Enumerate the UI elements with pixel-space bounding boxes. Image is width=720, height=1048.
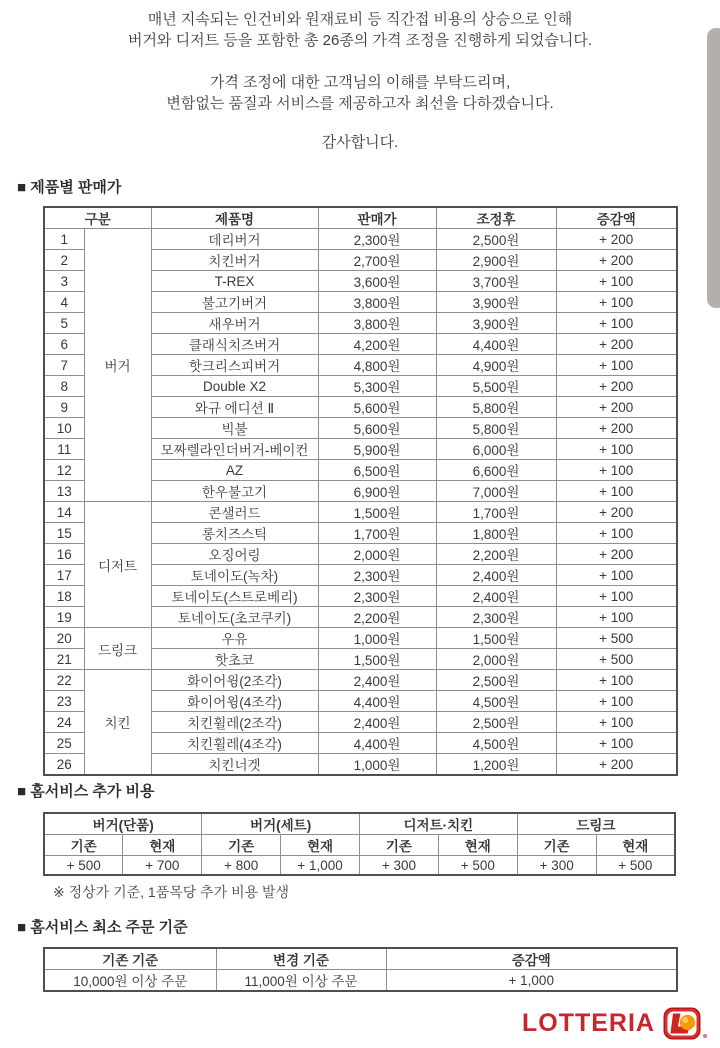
row-no: 5: [44, 313, 84, 334]
col-header-category: 구분: [44, 207, 151, 229]
product-name: AZ: [151, 460, 318, 481]
price-change: + 100: [556, 292, 677, 313]
row-no: 21: [44, 649, 84, 670]
fee-subheader-now: 현재: [123, 835, 202, 856]
price-change: + 200: [556, 418, 677, 439]
product-name: 새우버거: [151, 313, 318, 334]
price-before: 5,900원: [318, 439, 436, 460]
intro-text: [0, 9, 720, 153]
price-change: + 100: [556, 607, 677, 628]
lotteria-emblem-icon: [663, 1007, 701, 1040]
price-change: + 500: [556, 628, 677, 649]
row-no: 4: [44, 292, 84, 313]
min-order-changed: 11,000원 이상 주문: [216, 970, 386, 992]
product-name: 데리버거: [151, 229, 318, 250]
price-after: 2,500원: [436, 229, 556, 250]
price-after: 2,400원: [436, 586, 556, 607]
row-no: 10: [44, 418, 84, 439]
price-before: 2,700원: [318, 250, 436, 271]
row-no: 24: [44, 712, 84, 733]
product-name: 롱치즈스틱: [151, 523, 318, 544]
intro-line: 버거와 디저트 등을 포함한 총 26종의 가격 조정을 진행하게 되었습니다.: [127, 32, 593, 49]
fee-subheader-before: 기존: [44, 835, 123, 856]
price-after: 1,200원: [436, 754, 556, 776]
price-after: 4,500원: [436, 691, 556, 712]
product-name: 핫크리스피버거: [151, 355, 318, 376]
fee-subheader-row: [44, 835, 675, 856]
price-before: 1,500원: [318, 502, 436, 523]
row-no: 22: [44, 670, 84, 691]
price-after: 2,900원: [436, 250, 556, 271]
price-before: 2,000원: [318, 544, 436, 565]
product-name: 치킨휠레(4조각): [151, 733, 318, 754]
price-after: 1,700원: [436, 502, 556, 523]
price-after: 4,900원: [436, 355, 556, 376]
section-title-product-prices: ■ 제품별 판매가: [17, 179, 122, 196]
price-change: + 100: [556, 670, 677, 691]
price-before: 3,600원: [318, 271, 436, 292]
price-after: 4,500원: [436, 733, 556, 754]
fee-subheader-now: 현재: [438, 835, 517, 856]
intro-line: 매년 지속되는 인건비와 원재료비 등 직간접 비용의 상승으로 인해: [147, 11, 573, 28]
row-no: 7: [44, 355, 84, 376]
fee-group-burger-set: 버거(세트): [202, 813, 360, 835]
table-header-row: [44, 207, 677, 229]
price-before: 6,500원: [318, 460, 436, 481]
product-name: 우유: [151, 628, 318, 649]
scrollbar-thumb[interactable]: [707, 28, 720, 308]
price-before: 6,900원: [318, 481, 436, 502]
product-name: 치킨너겟: [151, 754, 318, 776]
section-title-min-order: ■ 홈서비스 최소 주문 기준: [17, 919, 188, 936]
price-after: 3,900원: [436, 313, 556, 334]
fee-value: + 500: [44, 856, 123, 876]
fee-group-drink: 드링크: [517, 813, 675, 835]
row-no: 11: [44, 439, 84, 460]
price-before: 1,000원: [318, 754, 436, 776]
col-header-product: 제품명: [151, 207, 318, 229]
price-after: 3,900원: [436, 292, 556, 313]
fee-value: + 800: [202, 856, 281, 876]
price-change: + 100: [556, 712, 677, 733]
price-before: 3,800원: [318, 292, 436, 313]
thanks-line: 감사합니다.: [321, 134, 399, 151]
price-before: 4,200원: [318, 334, 436, 355]
price-change: + 200: [556, 502, 677, 523]
product-name: 화이어윙(2조각): [151, 670, 318, 691]
min-order-header-before: 기존 기준: [44, 948, 216, 970]
price-change: + 200: [556, 754, 677, 776]
fee-group-burger-single: 버거(단품): [44, 813, 202, 835]
price-change: + 200: [556, 544, 677, 565]
row-no: 2: [44, 250, 84, 271]
fee-value: + 1,000: [281, 856, 360, 876]
price-change: + 100: [556, 691, 677, 712]
fee-value: + 300: [360, 856, 439, 876]
price-change: + 200: [556, 397, 677, 418]
price-change: + 200: [556, 376, 677, 397]
col-header-price: 판매가: [318, 207, 436, 229]
brand-wordmark: LOTTERIA: [522, 1009, 655, 1037]
registered-dot: [703, 1034, 707, 1038]
price-change: + 100: [556, 313, 677, 334]
price-before: 5,600원: [318, 397, 436, 418]
row-no: 13: [44, 481, 84, 502]
price-before: 1,700원: [318, 523, 436, 544]
table-row: [44, 670, 677, 691]
product-name: 토네이도(녹차): [151, 565, 318, 586]
col-header-adjusted: 조정후: [436, 207, 556, 229]
price-after: 5,800원: [436, 418, 556, 439]
row-no: 15: [44, 523, 84, 544]
product-name: 와규 에디션 Ⅱ: [151, 397, 318, 418]
row-no: 6: [44, 334, 84, 355]
min-order-header-change: 증감액: [386, 948, 677, 970]
price-before: 1,000원: [318, 628, 436, 649]
fee-subheader-before: 기존: [202, 835, 281, 856]
table-row: [44, 628, 677, 649]
fee-note: ※ 정상가 기준, 1품목당 추가 비용 발생: [53, 884, 290, 900]
home-service-fee-table: [43, 812, 676, 876]
price-before: 2,400원: [318, 670, 436, 691]
product-name: 치킨버거: [151, 250, 318, 271]
price-after: 2,300원: [436, 607, 556, 628]
price-before: 3,800원: [318, 313, 436, 334]
fee-subheader-before: 기존: [360, 835, 439, 856]
product-name: 핫초코: [151, 649, 318, 670]
product-name: 토네이도(스트로베리): [151, 586, 318, 607]
price-before: 4,800원: [318, 355, 436, 376]
fee-group-header-row: [44, 813, 675, 835]
row-no: 23: [44, 691, 84, 712]
min-order-values-row: [44, 970, 677, 992]
price-change: + 100: [556, 355, 677, 376]
product-name: 한우불고기: [151, 481, 318, 502]
min-order-before: 10,000원 이상 주문: [44, 970, 216, 992]
price-change: + 200: [556, 229, 677, 250]
min-order-header-changed: 변경 기준: [216, 948, 386, 970]
fee-subheader-now: 현재: [281, 835, 360, 856]
product-name: 불고기버거: [151, 292, 318, 313]
price-change: + 500: [556, 649, 677, 670]
category-cell: 디저트: [84, 502, 151, 628]
price-before: 2,400원: [318, 712, 436, 733]
price-before: 2,300원: [318, 229, 436, 250]
fee-group-dessert-chicken: 디저트·치킨: [360, 813, 518, 835]
category-cell: 드링크: [84, 628, 151, 670]
price-change: + 100: [556, 481, 677, 502]
row-no: 20: [44, 628, 84, 649]
price-after: 3,700원: [436, 271, 556, 292]
price-after: 2,200원: [436, 544, 556, 565]
price-change: + 100: [556, 523, 677, 544]
row-no: 18: [44, 586, 84, 607]
price-change: + 100: [556, 565, 677, 586]
price-after: 7,000원: [436, 481, 556, 502]
price-before: 1,500원: [318, 649, 436, 670]
min-order-change: + 1,000: [386, 970, 677, 992]
row-no: 12: [44, 460, 84, 481]
row-no: 25: [44, 733, 84, 754]
table-row: [44, 502, 677, 523]
intro-line: 변함없는 품질과 서비스를 제공하고자 최선을 다하겠습니다.: [166, 95, 554, 112]
row-no: 9: [44, 397, 84, 418]
product-name: 모짜렐라인더버거-베이컨: [151, 439, 318, 460]
fee-subheader-now: 현재: [596, 835, 675, 856]
footer-logo: [522, 1007, 707, 1040]
row-no: 1: [44, 229, 84, 250]
row-no: 8: [44, 376, 84, 397]
category-cell: 버거: [84, 229, 151, 502]
row-no: 3: [44, 271, 84, 292]
price-after: 2,400원: [436, 565, 556, 586]
price-before: 2,300원: [318, 586, 436, 607]
row-no: 26: [44, 754, 84, 776]
row-no: 14: [44, 502, 84, 523]
product-name: 화이어윙(4조각): [151, 691, 318, 712]
col-header-change: 증감액: [556, 207, 677, 229]
price-before: 2,200원: [318, 607, 436, 628]
price-after: 5,500원: [436, 376, 556, 397]
table-row: [44, 229, 677, 250]
product-name: 빅불: [151, 418, 318, 439]
price-change: + 100: [556, 271, 677, 292]
product-name: 토네이도(초코쿠키): [151, 607, 318, 628]
product-name: 클래식치즈버거: [151, 334, 318, 355]
min-order-table: [43, 947, 678, 992]
fee-value: + 700: [123, 856, 202, 876]
product-price-table: [43, 206, 678, 776]
fee-value: + 500: [596, 856, 675, 876]
product-name: 치킨휠레(2조각): [151, 712, 318, 733]
price-before: 4,400원: [318, 691, 436, 712]
product-name: 오징어링: [151, 544, 318, 565]
row-no: 16: [44, 544, 84, 565]
intro-line: 가격 조정에 대한 고객님의 이해를 부탁드리며,: [209, 74, 511, 91]
fee-value: + 300: [517, 856, 596, 876]
price-change: + 100: [556, 439, 677, 460]
product-name: 콘샐러드: [151, 502, 318, 523]
price-after: 6,000원: [436, 439, 556, 460]
price-after: 1,500원: [436, 628, 556, 649]
price-change: + 100: [556, 460, 677, 481]
price-change: + 100: [556, 733, 677, 754]
price-after: 4,400원: [436, 334, 556, 355]
price-change: + 100: [556, 586, 677, 607]
fee-value: + 500: [438, 856, 517, 876]
price-after: 2,500원: [436, 712, 556, 733]
price-after: 1,800원: [436, 523, 556, 544]
row-no: 17: [44, 565, 84, 586]
fee-subheader-before: 기존: [517, 835, 596, 856]
price-change: + 200: [556, 334, 677, 355]
price-before: 5,600원: [318, 418, 436, 439]
category-cell: 치킨: [84, 670, 151, 776]
price-before: 5,300원: [318, 376, 436, 397]
fee-values-row: [44, 856, 675, 876]
product-name: Double X2: [151, 376, 318, 397]
price-after: 6,600원: [436, 460, 556, 481]
price-after: 2,000원: [436, 649, 556, 670]
min-order-header-row: [44, 948, 677, 970]
price-after: 2,500원: [436, 670, 556, 691]
price-after: 5,800원: [436, 397, 556, 418]
price-change: + 200: [556, 250, 677, 271]
section-title-home-service-fee: ■ 홈서비스 추가 비용: [17, 783, 155, 800]
product-name: T-REX: [151, 271, 318, 292]
price-before: 4,400원: [318, 733, 436, 754]
row-no: 19: [44, 607, 84, 628]
price-before: 2,300원: [318, 565, 436, 586]
